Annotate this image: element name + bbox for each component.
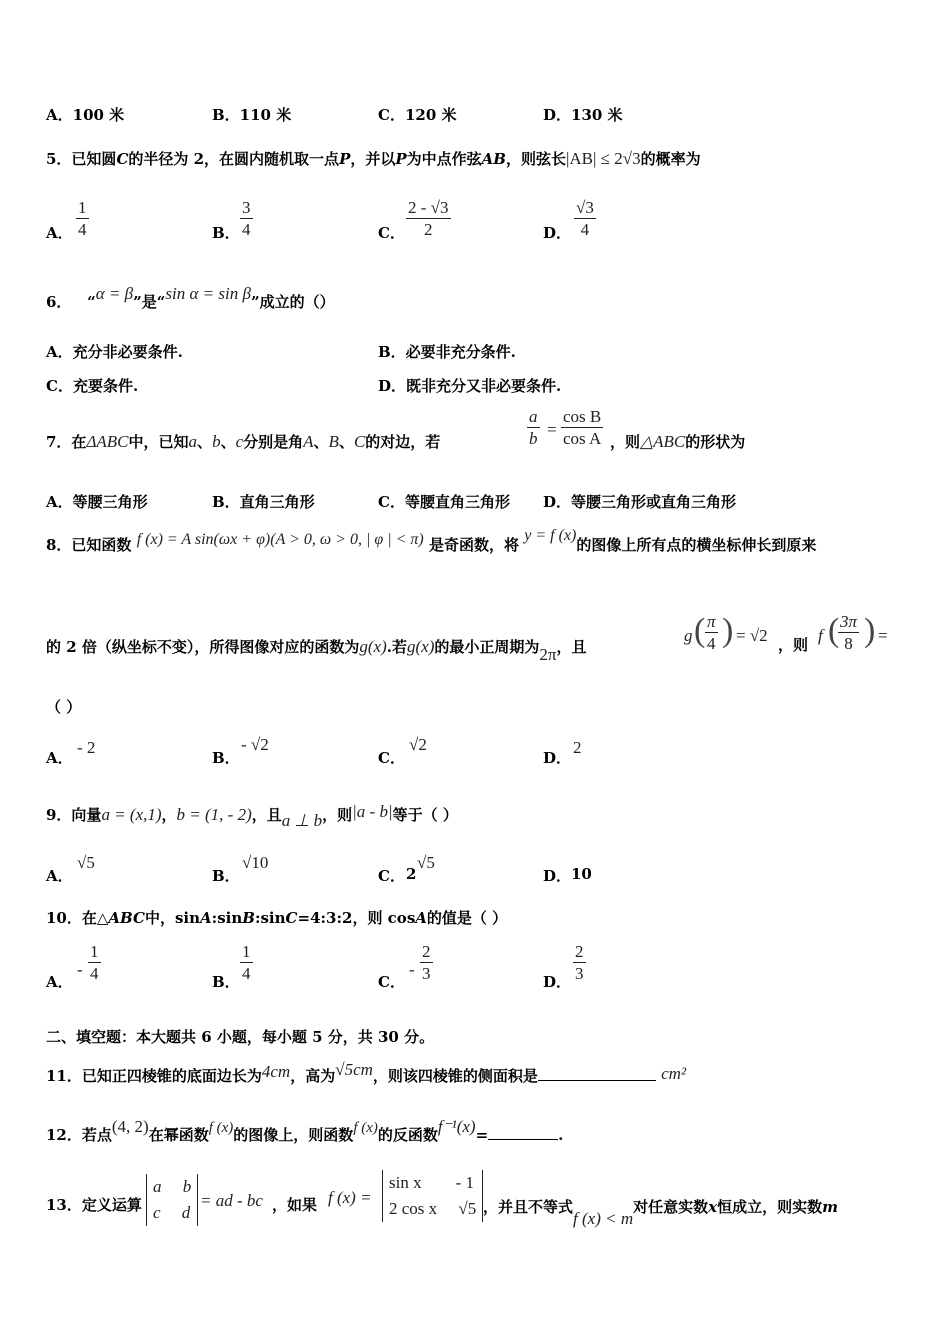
q5-label-c: C． <box>378 224 405 242</box>
q6-stem: 6． “α = β”是“sin α = sin β”成立的（） <box>46 284 335 311</box>
q8-stem-line1: 8．已知函数 f (x) = A sin(ωx + φ)(A > 0, ω > 0, | φ | < π) 是奇函数，将 y = f (x)的图像上所有点的横坐标伸长到原来 <box>46 527 817 554</box>
q13-if: ，如果 <box>272 1196 318 1214</box>
q8-option-b-value: - √2 <box>241 735 269 754</box>
q9-label-a: A． <box>46 867 73 885</box>
q8-answer-paren: （ ） <box>46 698 82 716</box>
q5-option-d-fraction: $\frac{√3}{4}$ <box>576 198 594 239</box>
q8-label-b: B． <box>212 749 240 767</box>
q5-option-b-fraction: $\frac{3}{4}$ <box>242 198 251 239</box>
q8-fx: f (x) = A sin(ωx + φ)(A > 0, ω > 0, | φ | < π) <box>136 531 424 548</box>
q9-stem: 9．向量a = (x,1)，b = (1, - 2)，且a ⊥ b，则|a - b|等于（ ） <box>46 802 458 830</box>
q7-option-a: A．等腰三角形 <box>46 493 148 511</box>
section2-title: 二、填空题：本大题共 6 小题，每小题 5 分，共 30 分。 <box>46 1028 435 1046</box>
q10-option-a-sign: - <box>77 960 83 979</box>
q13-det2: sin x - 1 2 cos x √5 <box>382 1170 483 1222</box>
q8-g-paren-right: ) <box>722 612 734 649</box>
q7-option-c: C．等腰直角三角形 <box>378 493 510 511</box>
q13-fx: f (x) = <box>328 1188 372 1207</box>
q9-label-b: B． <box>212 867 240 885</box>
q10-option-c-sign: - <box>409 960 415 979</box>
q8-g-value: = √2 <box>736 626 768 645</box>
q4-option-b: B．110 米 <box>212 106 292 124</box>
q6-expr2: sin α = sin β <box>165 284 251 303</box>
q12-blank[interactable] <box>488 1139 558 1140</box>
q5-option-c-fraction: $\frac{2 - √3}{2}$ <box>408 198 449 239</box>
q9-option-d-value: 10 <box>571 865 592 883</box>
q8-label-c: C． <box>378 749 405 767</box>
q6-option-a: A．充分非必要条件. <box>46 343 183 361</box>
q10-label-c: C． <box>378 973 405 991</box>
q9-option-b-value: √10 <box>242 853 269 872</box>
q13-stem-tail: ，并且不等式f (x) < m对任意实数x恒成立，则实数m <box>483 1198 838 1228</box>
q13-stem-num: 13．定义运算 <box>46 1196 142 1214</box>
q5-label-b: B． <box>212 224 240 242</box>
q8-option-d-value: 2 <box>573 738 582 757</box>
q8-f: f <box>818 626 823 645</box>
q13-det1: a b c d <box>146 1174 198 1226</box>
q4-option-d: D．130 米 <box>543 106 623 124</box>
q10-option-a-fraction: $\frac{1}{4}$ <box>90 942 99 983</box>
q6-option-c: C．充要条件. <box>46 377 139 395</box>
q8-option-a-value: - 2 <box>77 738 96 757</box>
q12-stem: 12．若点(4, 2)在幂函数f (x)的图像上，则函数f (x)的反函数f⁻¹(x)= . <box>46 1117 564 1144</box>
q9-option-c-coef: 2 <box>406 865 417 883</box>
q9-label-c: C． <box>378 867 405 885</box>
q11-blank[interactable] <box>538 1080 656 1081</box>
q5-label-d: D． <box>543 224 572 242</box>
q7-eq: = <box>547 420 557 439</box>
q11-stem: 11．已知正四棱锥的底面边长为4cm，高为√5cm，则该四棱锥的侧面积是 cm² <box>46 1060 687 1085</box>
q10-label-d: D． <box>543 973 572 991</box>
q10-option-b-fraction: $\frac{1}{4}$ <box>242 942 251 983</box>
q9-option-c-value: √5 <box>417 853 435 872</box>
q7-option-b: B．直角三角形 <box>212 493 315 511</box>
q7-stem-right: ，则△ABC的形状为 <box>610 432 746 451</box>
q8-g-paren-left: ( <box>694 612 706 649</box>
q7-lhs-fraction: $\frac{a}{b}$ <box>529 407 538 448</box>
q5-option-a-fraction: $\frac{1}{4}$ <box>78 198 87 239</box>
q6-option-d: D．既非充分又非必要条件. <box>378 377 562 395</box>
q10-label-a: A． <box>46 973 73 991</box>
q8-g: g <box>684 626 693 645</box>
q8-f-paren-left: ( <box>828 612 840 649</box>
q10-stem: 10．在△ABC中，sinA:sinB:sinC=4:3:2，则 cosA的值是（ ） <box>46 909 508 927</box>
q8-f-paren-right: ) <box>864 612 876 649</box>
q9-option-a-value: √5 <box>77 853 95 872</box>
q8-stem-line2: 的 2 倍（纵坐标不变），所得图像对应的函数为g(x).若g(x)的最小正周期为2π，且 <box>46 637 587 664</box>
q8-g-fraction: $\frac{\pi}{4}$ <box>707 612 716 653</box>
q5-label-a: A． <box>46 224 73 242</box>
q7-rhs-fraction: $\frac{\text{cos B}}{\text{cos A}}$ <box>563 407 602 448</box>
q4-option-a: A．100 米 <box>46 106 125 124</box>
q5-stem: 5．已知圆C的半径为 2，在圆内随机取一点P，并以P为中点作弦AB，则弦长|AB| ≤ 2√3的概率为 <box>46 149 701 168</box>
q4-option-c: C．120 米 <box>378 106 457 124</box>
q8-f-eq: = <box>878 626 888 645</box>
q6-expr1: α = β <box>95 284 134 303</box>
q13-eq1: = ad - bc <box>200 1191 263 1210</box>
q7-option-d: D．等腰三角形或直角三角形 <box>543 493 737 511</box>
q5-condition: |AB| ≤ 2√3 <box>566 149 641 168</box>
q8-then: ，则 <box>778 636 809 654</box>
q8-label-d: D． <box>543 749 572 767</box>
q10-option-d-fraction: $\frac{2}{3}$ <box>575 942 584 983</box>
q8-f-fraction: $\frac{3\pi}{8}$ <box>840 612 858 653</box>
q9-label-d: D． <box>543 867 572 885</box>
q10-label-b: B． <box>212 973 240 991</box>
q7-stem-left: 7．在ΔABC中，已知a、b、c分别是角A、B、C的对边，若 <box>46 432 441 451</box>
q8-label-a: A． <box>46 749 73 767</box>
q10-option-c-fraction: $\frac{2}{3}$ <box>422 942 431 983</box>
q6-option-b: B．必要非充分条件. <box>378 343 516 361</box>
q8-option-c-value: √2 <box>409 735 427 754</box>
